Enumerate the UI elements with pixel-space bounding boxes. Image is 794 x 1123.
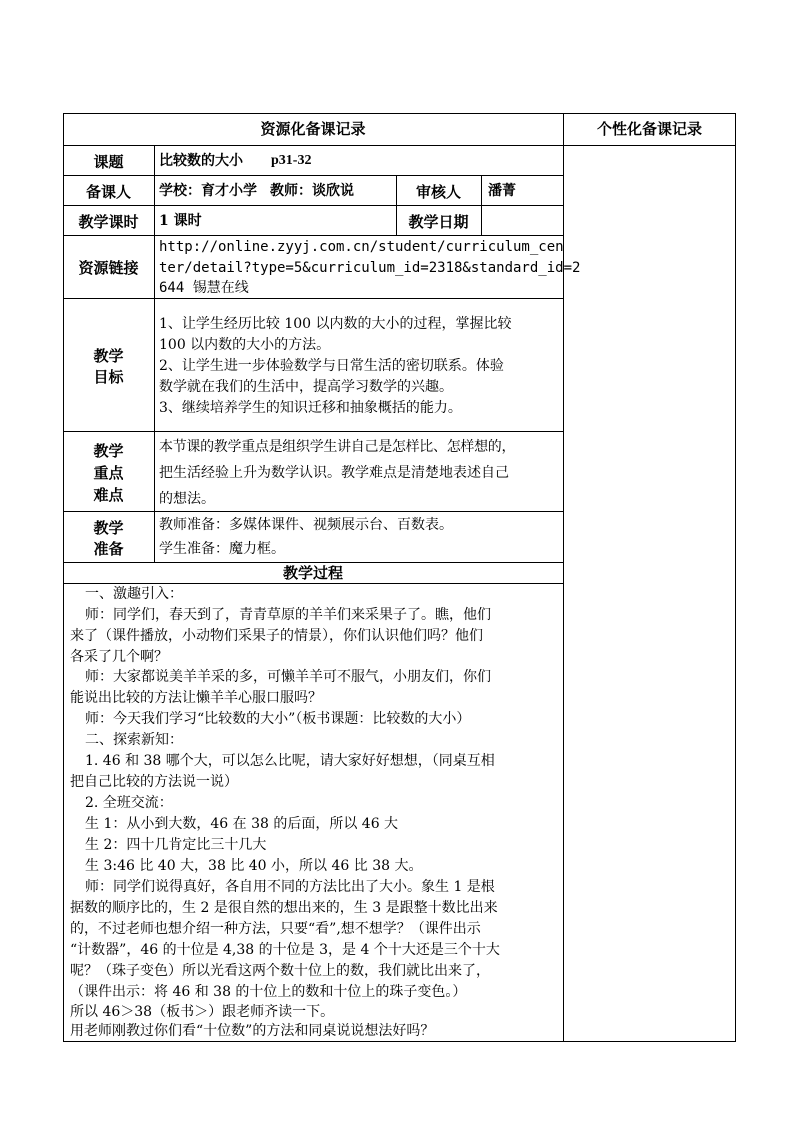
goals-line-4: 数学就在我们的生活中，提高学习数学的兴趣。 <box>159 379 453 395</box>
process-line-16: 据数的顺序比的，生 2 是很自然的想出来的，生 3 是跟整十数比出来 <box>70 900 498 916</box>
period-label: 教学课时 <box>78 213 139 231</box>
reviewer-value: 潘菁 <box>488 183 516 199</box>
preparer-teacher: 教师：谈欣说 <box>270 183 354 199</box>
process-title: 教学过程 <box>282 564 343 582</box>
process-line-14: 生 3:46 比 40 大，38 比 40 小，所以 46 比 38 大。 <box>85 858 423 874</box>
topic-label: 课题 <box>93 153 124 171</box>
process-line-6: 能说出比较的方法让懒羊羊心服口服吗？ <box>70 690 322 706</box>
resource-link-line-1[interactable]: http://online.zyyj.com.cn/student/curriculum_cen <box>159 239 564 255</box>
process-line-4: 各采了几个啊？ <box>70 649 168 665</box>
row-line-1 <box>63 175 563 176</box>
reviewer-label: 审核人 <box>415 183 461 201</box>
row-line-5 <box>63 431 563 432</box>
process-line-20: （课件出示：将 46 和 38 的十位上的数和十位上的珠子变色。） <box>70 984 467 1000</box>
preparer-school: 学校：育才小学 <box>159 183 257 199</box>
resource-link-line-2[interactable]: ter/detail?type=5&curriculum_id=2318&standard_id=2 <box>159 260 581 276</box>
process-line-13: 生 2：四十几肯定比三十几大 <box>85 837 267 853</box>
process-line-17: 的，不过老师也想介绍一种方法，只要“看”,想不想学？（课件出示 <box>70 921 481 937</box>
left-header-title: 资源化备课记录 <box>260 120 366 138</box>
goals-line-3: 2、让学生进一步体验数学与日常生活的密切联系。体验 <box>159 358 504 374</box>
goals-label-1: 教学 <box>93 347 124 365</box>
table-top-border <box>63 113 736 114</box>
process-line-1: 一、激趣引入： <box>85 586 183 602</box>
row-line-3 <box>63 235 563 236</box>
focus-line-1: 本节课的教学重点是组织学生讲自己是怎样比、怎样想的， <box>159 439 516 455</box>
process-line-5: 师：大家都说美羊羊采的多，可懒羊羊可不服气，小朋友们，你们 <box>85 669 491 685</box>
resource-link-line-3: 644 锡慧在线 <box>159 280 249 296</box>
process-line-3: 来了（课件播放，小动物们采果子的情景），你们认识他们吗？他们 <box>70 628 483 644</box>
reviewer-right-divider <box>481 175 482 235</box>
prep-label-1: 教学 <box>93 519 124 537</box>
date-label: 教学日期 <box>408 213 469 231</box>
row-line-6 <box>63 511 563 512</box>
process-line-18: “计数器”，46 的十位是 4,38 的十位是 3，是 4 个十大还是三个十大 <box>70 942 500 958</box>
prep-label-2: 准备 <box>93 540 124 558</box>
process-line-8: 二、探索新知： <box>85 732 183 748</box>
process-line-2: 师：同学们，春天到了，青青草原的羊羊们来采果子了。瞧，他们 <box>85 607 491 623</box>
process-line-12: 生 1：从小到大数，46 在 38 的后面，所以 46 大 <box>85 816 399 832</box>
prep-line-2: 学生准备：魔力框。 <box>159 541 285 557</box>
process-line-10: 把自己比较的方法说一说） <box>70 774 238 790</box>
focus-line-2: 把生活经验上升为数学认识。教学难点是清楚地表述自己 <box>159 465 509 481</box>
row-line-4 <box>63 298 563 299</box>
header-divider <box>63 145 736 146</box>
focus-label-1: 教学 <box>93 442 124 460</box>
focus-line-3: 的想法。 <box>159 491 215 507</box>
process-line-19: 呢？（珠子变色）所以光看这两个数十位上的数，我们就比出来了， <box>70 963 490 979</box>
topic-pages: p31-32 <box>271 153 312 168</box>
process-line-9: 1. 46 和 38 哪个大，可以怎么比呢，请大家好好想想，（同桌互相 <box>85 753 495 769</box>
goals-line-1: 1、让学生经历比较 100 以内数的大小的过程，掌握比较 <box>159 316 512 332</box>
period-value: 1 课时 <box>159 213 202 229</box>
focus-label-2: 重点 <box>93 464 124 482</box>
label-column-divider <box>154 145 155 562</box>
goals-line-5: 3、继续培养学生的知识迁移和抽象概括的能力。 <box>159 400 462 416</box>
goals-line-2: 100 以内数的大小的方法。 <box>159 337 331 353</box>
focus-label-3: 难点 <box>93 486 124 504</box>
process-line-11: 2. 全班交流： <box>85 795 173 811</box>
preparer-label: 备课人 <box>85 183 131 201</box>
process-line-21: 所以 46＞38（板书＞）跟老师齐读一下。 <box>70 1004 335 1020</box>
row-line-2 <box>63 205 563 206</box>
prep-line-1: 教师准备：多媒体课件、视频展示台、百数表。 <box>159 517 453 533</box>
process-line-22: 用老师刚教过你们看“十位数”的方法和同桌说说想法好吗？ <box>70 1023 435 1039</box>
process-line-7: 师：今天我们学习“比较数的大小”（板书课题：比较数的大小） <box>85 711 471 727</box>
process-line-15: 师：同学们说得真好，各自用不同的方法比出了大小。象生 1 是根 <box>85 879 495 895</box>
right-header-title: 个性化备课记录 <box>596 120 702 138</box>
topic-value: 比较数的大小 <box>159 153 243 169</box>
row-line-7 <box>63 562 563 563</box>
resource-label: 资源链接 <box>78 259 139 277</box>
goals-label-2: 目标 <box>93 368 124 386</box>
table-right-border <box>735 113 736 1042</box>
